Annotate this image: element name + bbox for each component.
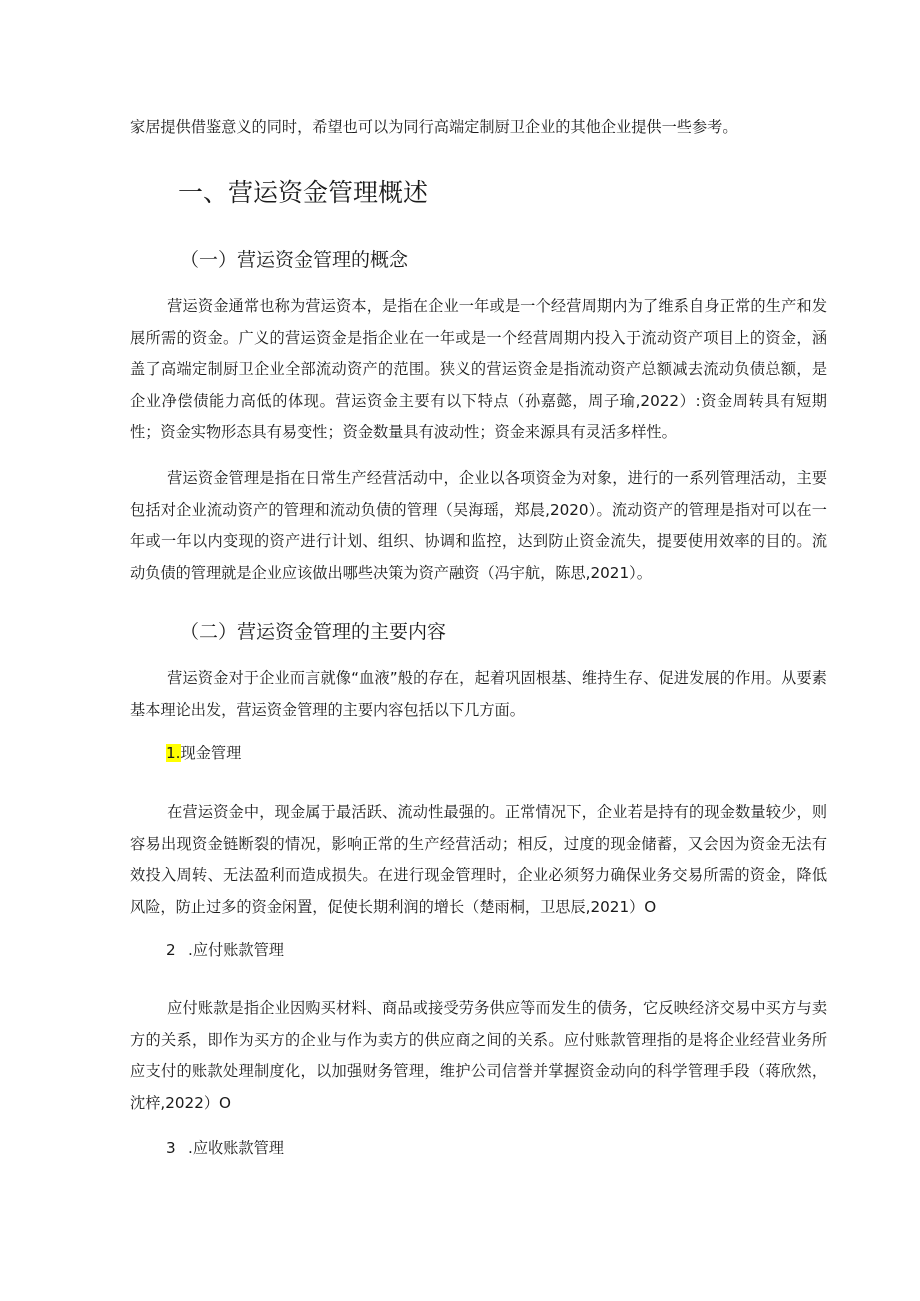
subsection-heading-concept: （一）营运资金管理的概念 — [180, 249, 409, 271]
item-number-3: 3 — [166, 1139, 176, 1157]
paragraph-intro-tail: 家居提供借鉴意义的同时，希望也可以为同行高端定制厨卫企业的其他企业提供一些参考。 — [130, 118, 738, 136]
item-heading-payables — [166, 938, 284, 962]
paragraph-cash-management: 在营运资金中，现金属于最活跃、流动性最强的。正常情况下，企业若是持有的现金数量较少，则容易出现资金链断裂的情况，影响正常的生产经营活动；相反，过度的现金储蓄，又会因为资金无法有效投入周转、无法盈利而造成损失。在进行现金管理时，企业必须努力确保业务交易所需的资金，降低风险，防止过多的资金闲置，促使长期利润的增长（楚雨桐，卫思辰,2021）O — [130, 803, 827, 916]
item-heading-receivables — [166, 1136, 284, 1160]
item-title-payables: .应付账款管理 — [188, 941, 284, 959]
item-heading-cash — [166, 741, 241, 765]
item-number-1: 1. — [166, 744, 181, 762]
paragraph-main-content-intro: 营运资金对于企业而言就像“血液”般的存在，起着巩固根基、维持生存、促进发展的作用。从要素基本理论出发，营运资金管理的主要内容包括以下几方面。 — [130, 669, 827, 719]
item-title-cash: 现金管理 — [180, 744, 242, 762]
section-heading-1: 一、营运资金管理概述 — [178, 178, 429, 207]
paragraph-payables-management: 应付账款是指企业因购买材料、商品或接受劳务供应等而发生的债务，它反映经济交易中买方与卖方的关系，即作为买方的企业与作为卖方的供应商之间的关系。应付账款管理指的是将企业经营业务所应支付的账款处理制度化，以加强财务管理，维护公司信誉并掌握资金动向的科学管理手段（蒋欣然，沈梓,2022）O — [130, 999, 827, 1112]
item-number-2: 2 — [166, 941, 176, 959]
paragraph-concept-definition: 营运资金通常也称为营运资本，是指在企业一年或是一个经营周期内为了维系自身正常的生产和发展所需的资金。广义的营运资金是指企业在一年或是一个经营周期内投入于流动资产项目上的资金，涵盖了高端定制厨卫企业全部流动资产的范围。狭义的营运资金是指流动资产总额减去流动负债总额，是企业净偿债能力高低的体现。营运资金主要有以下特点（孙嘉懿，周子瑜,2022）:资金周转具有短期性；资金实物形态具有易变性；资金数量具有波动性；资金来源具有灵活多样性。 — [130, 297, 827, 441]
item-title-receivables: .应收账款管理 — [188, 1139, 284, 1157]
subsection-heading-main-content: （二）营运资金管理的主要内容 — [180, 621, 447, 643]
paragraph-management-definition: 营运资金管理是指在日常生产经营活动中，企业以各项资金为对象，进行的一系列管理活动，主要包括对企业流动资产的管理和流动负债的管理（吴海瑶，郑晨,2020）。流动资产的管理是指对可以在一年或一年以内变现的资产进行计划、组织、协调和监控，达到防止资金流失，提要使用效率的目的。流动负债的管理就是企业应该做出哪些决策为资产融资（冯宇航，陈思,2021）。 — [130, 469, 827, 582]
